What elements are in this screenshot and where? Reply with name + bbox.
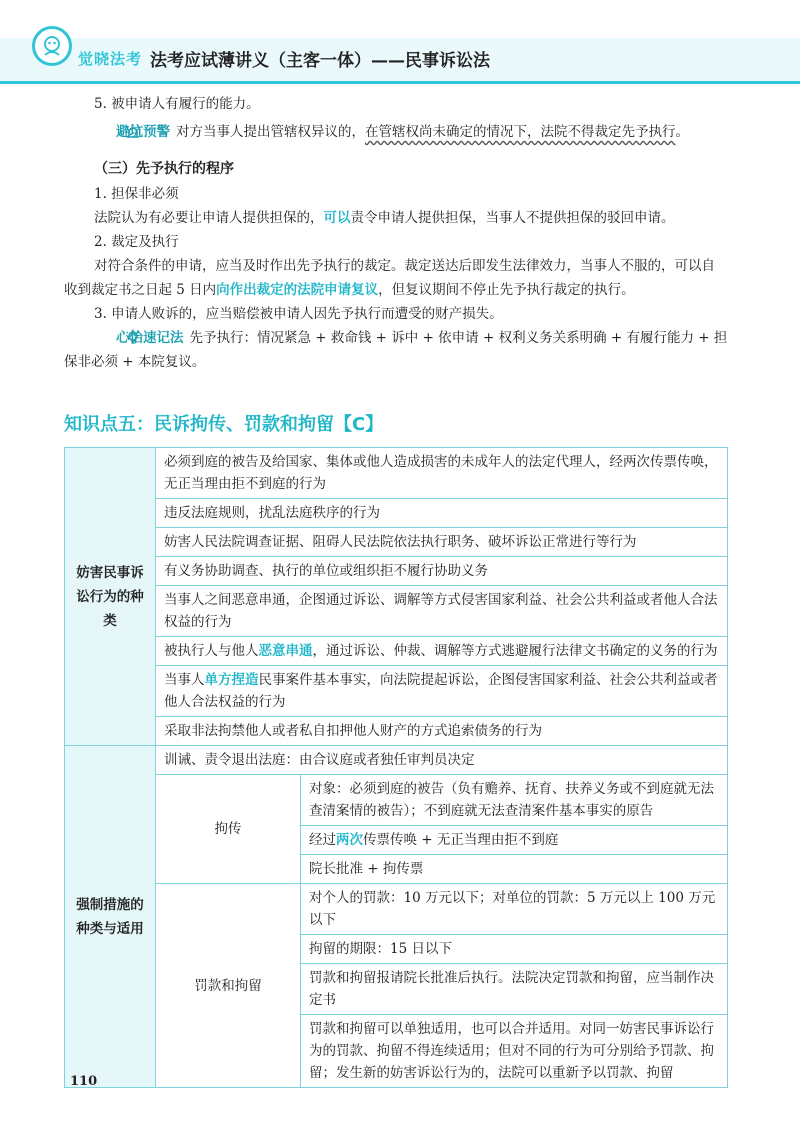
- book-title: 法考应试薄讲义（主客一体）——民事诉讼法: [150, 51, 490, 71]
- table-cell: 罚款和拘留可以单独适用，也可以合并适用。对同一妨害民事诉讼行为的罚款、拘留不得连续适用；但对不同的行为可分别给予罚款、拘留；发生新的妨害诉讼行为的，法院可以重新予以罚款、拘留: [301, 1015, 728, 1088]
- procedure-1-highlight: 可以: [323, 210, 351, 226]
- table-cell: 拘留的期限：15 日以下: [301, 935, 728, 964]
- procedure-1-text-a: 法院认为有必要让申请人提供担保的，: [94, 210, 324, 226]
- pitfall-text: 对方当事人提出管辖权异议的，: [176, 124, 365, 140]
- table-cell: 当事人之间恶意串通，企图通过诉讼、调解等方式侵害国家利益、社会公共利益或者他人合法权益的行为: [156, 586, 728, 637]
- procedure-2-text-a: 对符合条件的申请，应当及时作出先予执行的裁定。裁定送达后即发生法律效力，当事人不服的，可以自收到裁定书之日起 5 日内: [64, 258, 715, 298]
- category-measures: 强制措施的种类与适用: [65, 746, 156, 1088]
- pitfall-label: 避坑预警: [116, 124, 170, 140]
- procedure-2-text-b: ，但复议期间不停止先予执行裁定的执行。: [378, 282, 635, 298]
- page-number: 110: [70, 1074, 98, 1089]
- condition-item-5: 5. 被申请人有履行的能力。: [94, 96, 260, 112]
- table-cell: [156, 666, 728, 717]
- table-cell: 必须到庭的被告及给国家、集体或他人造成损害的未成年人的法定代理人，经两次传票传唤，无正当理由拒不到庭的行为: [156, 448, 728, 499]
- page-header: [0, 0, 800, 84]
- brand-name: 觉晓法考: [78, 50, 143, 68]
- table-cell: [301, 826, 728, 855]
- main-content: [64, 92, 728, 374]
- table-row: [65, 557, 728, 586]
- table-row: [65, 717, 728, 746]
- table-cell: 采取非法拘禁他人或者私自扣押他人财产的方式追索债务的行为: [156, 717, 728, 746]
- cell-highlight: 恶意串通: [258, 643, 313, 659]
- pitfall-note: [64, 120, 728, 144]
- pitfall-emphasis: 在管辖权尚未确定的情况下，法院不得裁定先予执行: [365, 124, 676, 140]
- cell-text: 传票传唤 + 无正当理由拒不到庭: [363, 832, 559, 848]
- procedure-1-text-b: 责令申请人提供担保，当事人不提供担保的驳回申请。: [350, 210, 675, 226]
- table-row: [65, 499, 728, 528]
- cell-highlight: 两次: [336, 832, 363, 848]
- subcategory-fine-detention: 罚款和拘留: [156, 884, 301, 1088]
- table-cell: 对象：必须到庭的被告（负有赡养、抚育、扶养义务或不到庭就无法查清案情的被告）；不到庭就无法查清案件基本事实的原告: [301, 775, 728, 826]
- memo-note: [64, 326, 728, 374]
- table-cell: 对个人的罚款：10 万元以下；对单位的罚款：5 万元以上 100 万元以下: [301, 884, 728, 935]
- cell-text: 当事人: [164, 672, 205, 688]
- procedure-2-highlight: 向作出裁定的法院申请复议: [216, 282, 379, 298]
- memo-label: 心怡速记法: [116, 330, 184, 346]
- table-row: [65, 775, 728, 826]
- table-row: [65, 448, 728, 499]
- table-row: [65, 666, 728, 717]
- procedure-2-title: 2. 裁定及执行: [94, 234, 179, 250]
- knowledge-point-title: 知识点五：民诉拘传、罚款和拘留【C】: [64, 414, 384, 435]
- procedure-2-text: [64, 254, 728, 302]
- table-cell: 违反法庭规则，扰乱法庭秩序的行为: [156, 499, 728, 528]
- cell-text: 被执行人与他人: [164, 643, 259, 659]
- table-cell: 罚款和拘留报请院长批准后执行。法院决定罚款和拘留，应当制作决定书: [301, 964, 728, 1015]
- cell-text: 民事案件基本事实，向法院提起诉讼，企图侵害国家利益、社会公共利益或者他人合法权益的行为: [164, 672, 718, 710]
- table-row: [65, 884, 728, 935]
- knowledge-table: [64, 447, 728, 1088]
- lightbulb-icon: [94, 329, 112, 345]
- table-cell: 妨害人民法院调查证据、阻碍人民法院依法执行职务、破坏诉讼正常进行等行为: [156, 528, 728, 557]
- table-row: [65, 528, 728, 557]
- table-cell: 院长批准 + 拘传票: [301, 855, 728, 884]
- table-row: [65, 637, 728, 666]
- table-cell: [156, 637, 728, 666]
- pitfall-end: 。: [675, 124, 689, 140]
- procedure-1-title: 1. 担保非必须: [94, 186, 179, 202]
- cell-highlight: 单方捏造: [204, 672, 259, 688]
- memo-text: 先予执行：情况紧急 + 救命钱 + 诉中 + 依申请 + 权利义务关系明确 + 有履行能力 + 担保非必须 + 本院复议。: [64, 330, 728, 370]
- table-row: [65, 746, 728, 775]
- cell-text: ，通过诉讼、仲裁、调解等方式逃避履行法律文书确定的义务的行为: [312, 643, 718, 659]
- warning-icon: [94, 123, 112, 139]
- category-obstruction: 妨害民事诉讼行为的种类: [65, 448, 156, 746]
- procedure-1-text: [64, 206, 728, 230]
- table-row: [65, 586, 728, 637]
- table-cell: 训诫、责令退出法庭：由合议庭或者独任审判员决定: [156, 746, 728, 775]
- table-cell: 有义务协助调查、执行的单位或组织拒不履行协助义务: [156, 557, 728, 586]
- subcategory-summons: 拘传: [156, 775, 301, 884]
- procedure-heading: （三）先予执行的程序: [94, 161, 234, 177]
- cell-text: 经过: [309, 832, 336, 848]
- procedure-3: 3. 申请人败诉的，应当赔偿被申请人因先予执行而遭受的财产损失。: [94, 306, 503, 322]
- logo-icon: [32, 26, 72, 66]
